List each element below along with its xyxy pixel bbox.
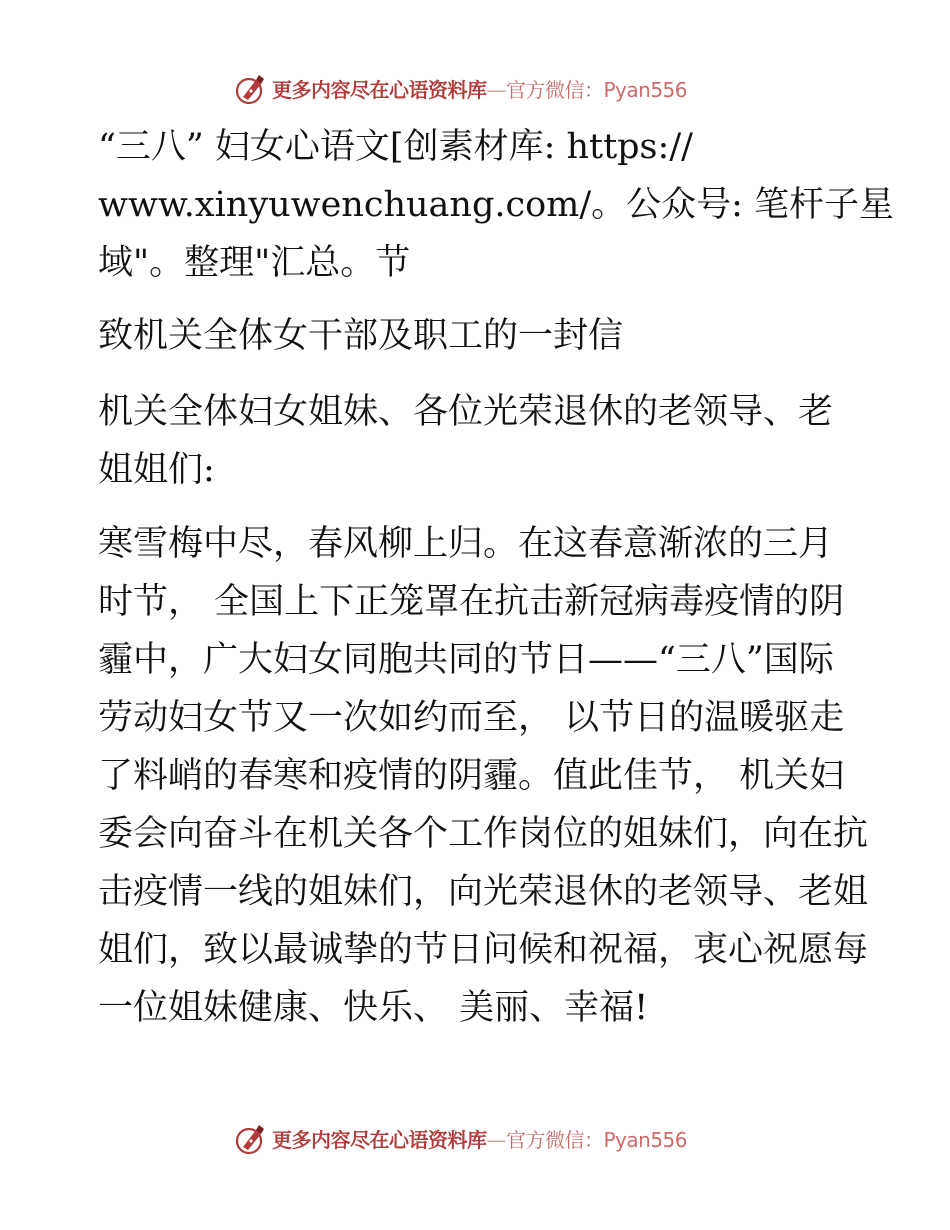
banner-wechat-id: Pyan556 — [603, 78, 688, 102]
body-line: 了料峭的春寒和疫情的阴霾。值此佳节， 机关妇 — [98, 756, 845, 796]
fountain-pen-logo-icon — [234, 72, 268, 106]
fountain-pen-logo-icon — [234, 1122, 268, 1156]
banner-separator: — — [486, 1128, 506, 1152]
footer-banner — [0, 1120, 950, 1160]
banner-main-text: 更多内容尽在心语资料库 — [272, 1128, 487, 1152]
banner-wechat-label: 官方微信： — [506, 78, 604, 102]
banner-text — [272, 1128, 687, 1152]
body-line: 击疫情一线的姐妹们，向光荣退休的老领导、老姐 — [98, 872, 869, 912]
intro-line: “三八” 妇女心语文[创素材库: https:// — [98, 127, 693, 167]
salutation-line: 姐姐们: — [98, 450, 215, 490]
letter-title-text: 致机关全体女干部及职工的一封信 — [98, 316, 624, 356]
intro-line: 域"。整理"汇总。节 — [98, 243, 411, 283]
banner-separator: — — [486, 78, 506, 102]
banner-main-text: 更多内容尽在心语资料库 — [272, 78, 487, 102]
salutation-line: 机关全体妇女姐妹、各位光荣退休的老领导、老 — [98, 392, 834, 432]
body-line: 委会向奋斗在机关各个工作岗位的姐妹们，向在抗 — [98, 814, 869, 854]
body-line: 劳动妇女节又一次如约而至， 以节日的温暖驱走 — [98, 698, 845, 738]
letter-title — [98, 307, 850, 365]
body-paragraph — [98, 515, 869, 1037]
body-line: 时节， 全国上下正笼罩在抗击新冠病毒疫情的阴 — [98, 582, 845, 622]
body-line: 姐们，致以最诚挚的节日问候和祝福，衷心祝愿每 — [98, 930, 869, 970]
header-banner — [0, 70, 950, 110]
body-line: 一位姐妹健康、快乐、 美丽、幸福! — [98, 988, 649, 1028]
body-line: 寒雪梅中尽，春风柳上归。在这春意渐浓的三月 — [98, 524, 834, 564]
body-line: 霾中，广大妇女同胞共同的节日——“三八”国际 — [98, 640, 834, 680]
banner-wechat-id: Pyan556 — [603, 1128, 688, 1152]
intro-paragraph — [98, 118, 895, 292]
banner-wechat-label: 官方微信： — [506, 1128, 604, 1152]
salutation-paragraph — [98, 383, 850, 499]
intro-line: www.xinyuwenchuang.com/。公众号: 笔杆子星 — [98, 185, 895, 225]
banner-text — [272, 78, 687, 102]
